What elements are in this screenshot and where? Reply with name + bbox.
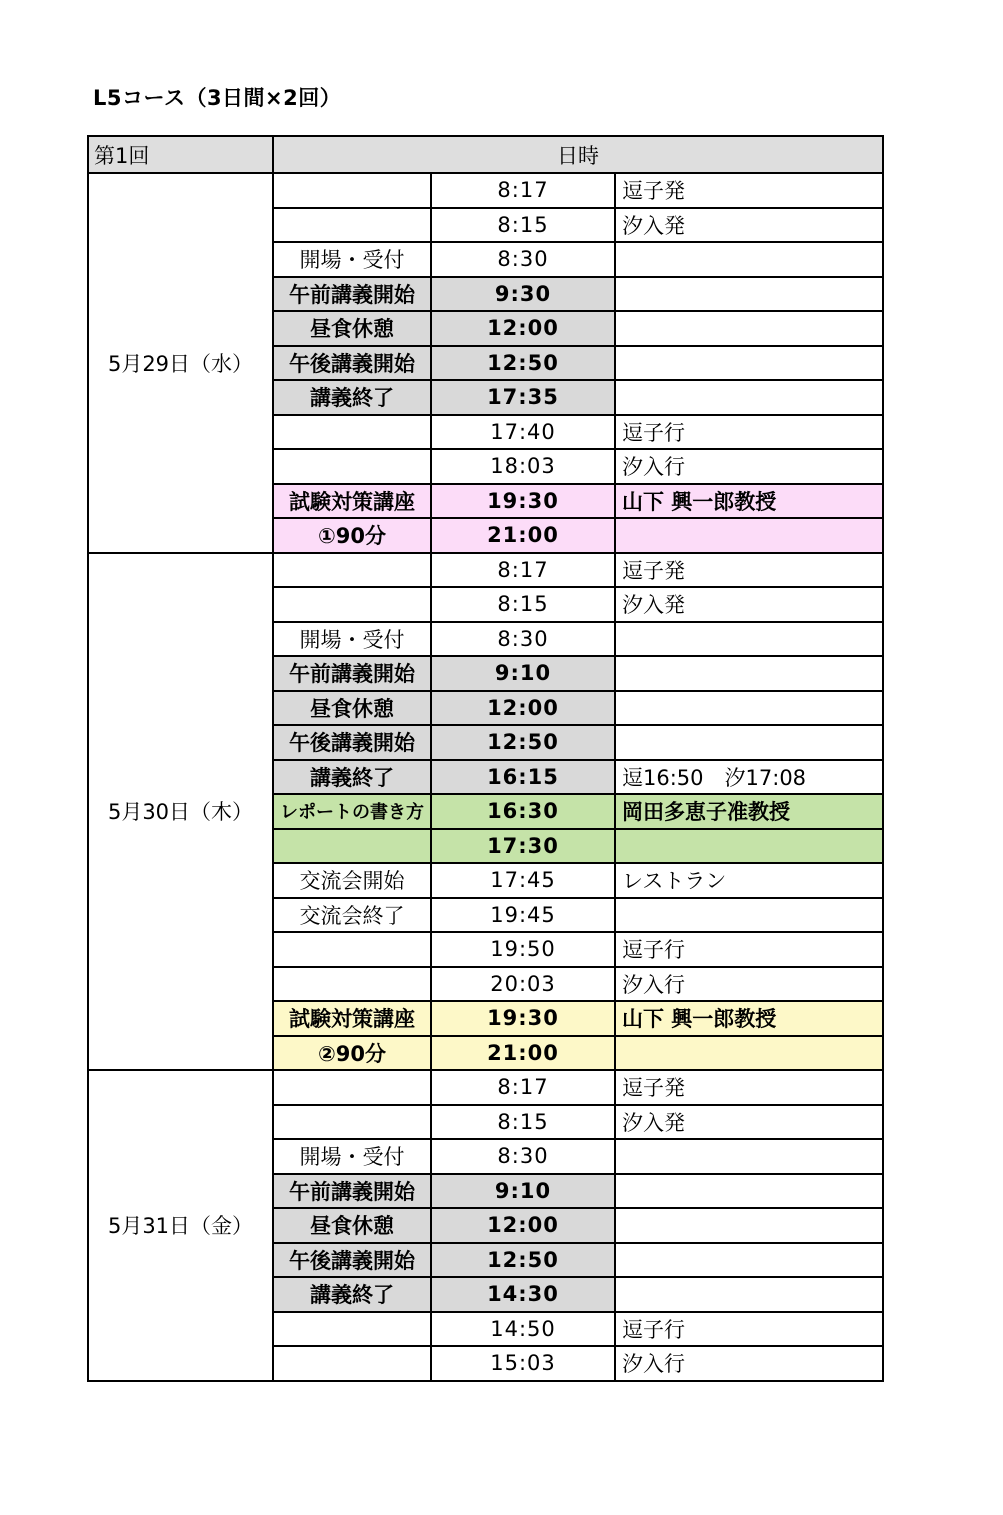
event-time: 8:17 bbox=[431, 553, 615, 588]
event-time: 18:03 bbox=[431, 449, 615, 484]
event-label bbox=[273, 829, 431, 864]
event-time: 19:50 bbox=[431, 932, 615, 967]
event-label bbox=[273, 587, 431, 622]
event-label: 午後講義開始 bbox=[273, 346, 431, 381]
event-label: 講義終了 bbox=[273, 380, 431, 415]
page-title: L5コース（3日間×2回） bbox=[93, 86, 342, 110]
event-note bbox=[615, 1208, 883, 1243]
schedule-table bbox=[87, 135, 884, 1382]
day-date: 5月30日（木） bbox=[88, 553, 273, 1071]
event-time: 12:00 bbox=[431, 691, 615, 726]
event-note bbox=[615, 242, 883, 277]
event-time: 16:15 bbox=[431, 760, 615, 795]
event-label: レポートの書き方 bbox=[273, 794, 431, 829]
event-time: 12:50 bbox=[431, 346, 615, 381]
event-label: 交流会開始 bbox=[273, 863, 431, 898]
event-time: 14:50 bbox=[431, 1312, 615, 1347]
event-time: 16:30 bbox=[431, 794, 615, 829]
event-note bbox=[615, 1277, 883, 1312]
event-label bbox=[273, 967, 431, 1002]
event-note: 汐入行 bbox=[615, 449, 883, 484]
event-note: 岡田多恵子准教授 bbox=[615, 794, 883, 829]
event-note bbox=[615, 656, 883, 691]
schedule-row bbox=[88, 553, 883, 588]
event-note: 逗16:50 汐17:08 bbox=[615, 760, 883, 795]
event-time: 21:00 bbox=[431, 1036, 615, 1071]
event-label: 午前講義開始 bbox=[273, 1174, 431, 1209]
event-note bbox=[615, 346, 883, 381]
event-time: 12:00 bbox=[431, 311, 615, 346]
event-time: 17:40 bbox=[431, 415, 615, 450]
event-note: 汐入発 bbox=[615, 208, 883, 243]
event-note bbox=[615, 725, 883, 760]
event-time: 19:30 bbox=[431, 484, 615, 519]
event-label bbox=[273, 1312, 431, 1347]
schedule-body bbox=[88, 136, 883, 1381]
event-note: 山下 興一郎教授 bbox=[615, 484, 883, 519]
header-datetime: 日時 bbox=[273, 136, 883, 173]
event-label: 昼食休憩 bbox=[273, 691, 431, 726]
event-note bbox=[615, 1243, 883, 1278]
event-time: 21:00 bbox=[431, 518, 615, 553]
event-time: 19:30 bbox=[431, 1001, 615, 1036]
event-label: 昼食休憩 bbox=[273, 311, 431, 346]
event-time: 12:50 bbox=[431, 1243, 615, 1278]
event-time: 8:30 bbox=[431, 1139, 615, 1174]
event-note bbox=[615, 898, 883, 933]
event-label: ①90分 bbox=[273, 518, 431, 553]
event-note: 逗子行 bbox=[615, 1312, 883, 1347]
event-label: 試験対策講座 bbox=[273, 1001, 431, 1036]
event-label bbox=[273, 1070, 431, 1105]
event-label bbox=[273, 932, 431, 967]
event-label: 午後講義開始 bbox=[273, 1243, 431, 1278]
schedule-row bbox=[88, 173, 883, 208]
event-time: 9:30 bbox=[431, 277, 615, 312]
event-label: 講義終了 bbox=[273, 1277, 431, 1312]
header-row bbox=[88, 136, 883, 173]
event-label bbox=[273, 553, 431, 588]
event-note bbox=[615, 1174, 883, 1209]
event-label: 午後講義開始 bbox=[273, 725, 431, 760]
event-note bbox=[615, 622, 883, 657]
event-note: 汐入行 bbox=[615, 1346, 883, 1381]
event-note: 逗子行 bbox=[615, 415, 883, 450]
event-note: レストラン bbox=[615, 863, 883, 898]
event-label: ②90分 bbox=[273, 1036, 431, 1071]
event-note bbox=[615, 691, 883, 726]
schedule-row bbox=[88, 1070, 883, 1105]
event-time: 14:30 bbox=[431, 1277, 615, 1312]
event-label: 交流会終了 bbox=[273, 898, 431, 933]
event-label bbox=[273, 449, 431, 484]
event-label: 開場・受付 bbox=[273, 622, 431, 657]
event-note: 逗子行 bbox=[615, 932, 883, 967]
event-label bbox=[273, 1105, 431, 1140]
event-label: 午前講義開始 bbox=[273, 277, 431, 312]
day-date: 5月31日（金） bbox=[88, 1070, 273, 1381]
event-label: 講義終了 bbox=[273, 760, 431, 795]
event-time: 12:00 bbox=[431, 1208, 615, 1243]
event-note: 汐入行 bbox=[615, 967, 883, 1002]
event-label: 開場・受付 bbox=[273, 242, 431, 277]
header-session: 第1回 bbox=[88, 136, 273, 173]
event-note: 逗子発 bbox=[615, 173, 883, 208]
event-note bbox=[615, 1139, 883, 1174]
event-note bbox=[615, 1036, 883, 1071]
event-time: 17:30 bbox=[431, 829, 615, 864]
event-label: 試験対策講座 bbox=[273, 484, 431, 519]
event-label: 昼食休憩 bbox=[273, 1208, 431, 1243]
event-time: 8:17 bbox=[431, 173, 615, 208]
event-label bbox=[273, 173, 431, 208]
event-note: 逗子発 bbox=[615, 553, 883, 588]
event-note: 汐入発 bbox=[615, 1105, 883, 1140]
event-label bbox=[273, 1346, 431, 1381]
event-time: 17:45 bbox=[431, 863, 615, 898]
event-note bbox=[615, 277, 883, 312]
event-label bbox=[273, 208, 431, 243]
event-time: 8:17 bbox=[431, 1070, 615, 1105]
event-time: 8:15 bbox=[431, 587, 615, 622]
event-time: 15:03 bbox=[431, 1346, 615, 1381]
event-label: 開場・受付 bbox=[273, 1139, 431, 1174]
event-label bbox=[273, 415, 431, 450]
event-time: 9:10 bbox=[431, 656, 615, 691]
event-note: 山下 興一郎教授 bbox=[615, 1001, 883, 1036]
event-time: 8:15 bbox=[431, 1105, 615, 1140]
event-note: 逗子発 bbox=[615, 1070, 883, 1105]
event-time: 8:15 bbox=[431, 208, 615, 243]
event-note bbox=[615, 311, 883, 346]
event-time: 20:03 bbox=[431, 967, 615, 1002]
event-time: 19:45 bbox=[431, 898, 615, 933]
event-time: 17:35 bbox=[431, 380, 615, 415]
event-time: 8:30 bbox=[431, 242, 615, 277]
event-label: 午前講義開始 bbox=[273, 656, 431, 691]
day-date: 5月29日（水） bbox=[88, 173, 273, 553]
event-note bbox=[615, 518, 883, 553]
event-time: 9:10 bbox=[431, 1174, 615, 1209]
event-note: 汐入発 bbox=[615, 587, 883, 622]
event-note bbox=[615, 380, 883, 415]
event-time: 12:50 bbox=[431, 725, 615, 760]
event-time: 8:30 bbox=[431, 622, 615, 657]
event-note bbox=[615, 829, 883, 864]
